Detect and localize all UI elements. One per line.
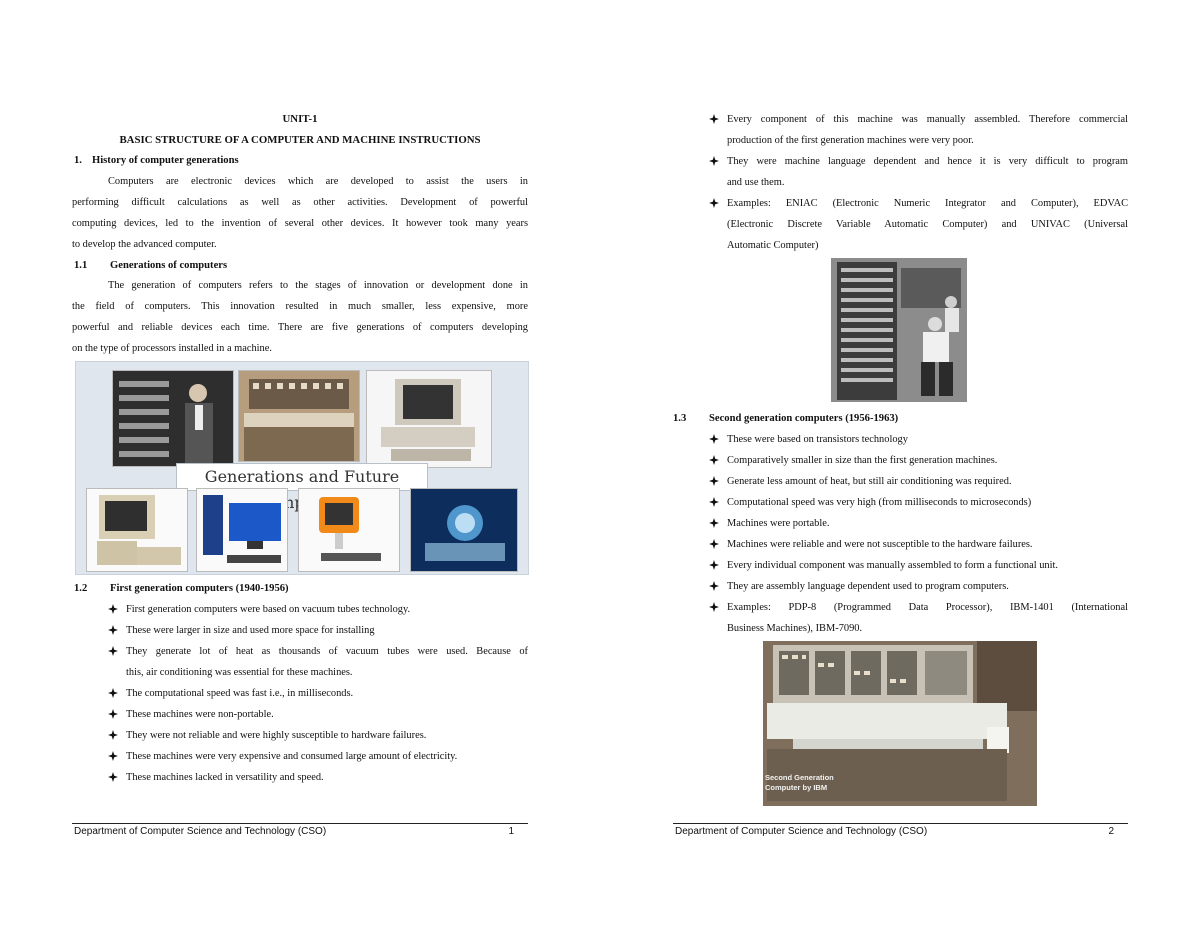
diamond-bullet-icon xyxy=(709,434,719,444)
second-generation-list xyxy=(709,429,1128,639)
diamond-bullet-icon xyxy=(108,730,118,740)
paragraph-line: Computers are electronic devices which are developed to assist the users in xyxy=(108,176,528,187)
page-title: BASIC STRUCTURE OF A COMPUTER AND MACHINE INSTRUCTIONS xyxy=(119,134,481,146)
eniac-photo xyxy=(831,258,967,402)
diamond-bullet-icon xyxy=(108,751,118,761)
vacuum-tube-computer-image xyxy=(112,370,234,467)
paragraph-line: the field of computers. This innovation resulted in much smaller, less expensive, more xyxy=(72,301,528,312)
list-item xyxy=(709,450,1128,471)
footer-department: Department of Computer Science and Technology (CSO) xyxy=(74,826,327,837)
list-item xyxy=(709,151,1128,193)
list-item-text: They generate lot of heat as thousands of vacuum tubes were used. Because of xyxy=(126,646,528,657)
list-item-text: production of the first generation machines were very poor. xyxy=(727,135,974,146)
section-title: First generation computers (1940-1956) xyxy=(110,583,289,594)
list-item xyxy=(108,641,528,683)
diamond-bullet-icon xyxy=(108,688,118,698)
diamond-bullet-icon xyxy=(709,560,719,570)
diamond-bullet-icon xyxy=(709,602,719,612)
diamond-bullet-icon xyxy=(709,539,719,549)
section-heading-1 xyxy=(74,155,239,166)
list-item xyxy=(108,704,528,725)
diamond-bullet-icon xyxy=(709,156,719,166)
list-item-text: and use them. xyxy=(727,177,785,188)
section-number: 1.1 xyxy=(74,260,88,271)
list-item-text: They were machine language dependent and hence it is very difficult to program xyxy=(727,156,1128,167)
list-item xyxy=(709,534,1128,555)
list-item xyxy=(709,513,1128,534)
list-item-text: Examples: PDP-8 (Programmed Data Processor), IBM-1401 (International xyxy=(727,602,1128,613)
diamond-bullet-icon xyxy=(709,497,719,507)
generations-paragraph xyxy=(72,275,528,359)
list-item-text: Examples: ENIAC (Electronic Numeric Integrator and Computer), EDVAC xyxy=(727,198,1128,209)
apple-computer-image xyxy=(86,488,188,572)
list-item xyxy=(108,683,528,704)
footer-rule xyxy=(673,823,1128,824)
list-item-text: Business Machines), IBM-7090. xyxy=(727,623,863,634)
ibm-photo-label-line: Second Generation xyxy=(765,773,834,782)
list-item-text: They were not reliable and were highly susceptible to hardware failures. xyxy=(126,730,427,741)
list-item xyxy=(709,492,1128,513)
list-item xyxy=(108,599,528,620)
diamond-bullet-icon xyxy=(709,518,719,528)
personal-computer-image xyxy=(366,370,492,468)
desktop-computer-image xyxy=(196,488,288,572)
list-item-text: Every component of this machine was manually assembled. Therefore commercial xyxy=(727,114,1128,125)
list-item-text: this, air conditioning was essential for these machines. xyxy=(126,667,353,678)
list-item xyxy=(108,620,528,641)
section-number: 1. xyxy=(74,155,82,166)
page-number: 1 xyxy=(508,826,514,837)
mainframe-console-image xyxy=(238,370,360,462)
future-computer-image xyxy=(410,488,518,572)
figure-caption: Generations and Future xyxy=(176,463,428,491)
diamond-bullet-icon xyxy=(108,625,118,635)
list-item xyxy=(709,429,1128,450)
list-item-text: These machines lacked in versatility and speed. xyxy=(126,772,324,783)
list-item-text: (Electronic Discrete Variable Automatic Computer) and UNIVAC (Universal xyxy=(727,219,1128,230)
footer-department: Department of Computer Science and Technology (CSO) xyxy=(675,826,928,837)
list-item-text: The computational speed was fast i.e., in milliseconds. xyxy=(126,688,354,699)
paragraph-line: to develop the advanced computer. xyxy=(72,239,217,250)
generations-figure xyxy=(75,361,529,575)
list-item xyxy=(108,725,528,746)
section-number: 1.2 xyxy=(74,583,88,594)
list-item xyxy=(108,767,528,788)
ibm-photo-label-line: Computer by IBM xyxy=(765,783,828,792)
section-title: History of computer generations xyxy=(92,155,239,166)
list-item xyxy=(709,597,1128,639)
diamond-bullet-icon xyxy=(709,581,719,591)
list-item xyxy=(709,555,1128,576)
first-generation-list-continued xyxy=(709,109,1128,256)
section-heading-1-1 xyxy=(74,260,227,271)
section-heading-1-2 xyxy=(74,583,289,594)
diamond-bullet-icon xyxy=(709,476,719,486)
list-item xyxy=(709,576,1128,597)
section-title: Generations of computers xyxy=(110,260,228,271)
list-item-text: Machines were portable. xyxy=(727,518,830,529)
diamond-bullet-icon xyxy=(709,114,719,124)
list-item-text: These machines were non-portable. xyxy=(126,709,274,720)
list-item-text: These machines were very expensive and consumed large amount of electricity. xyxy=(126,751,458,762)
section-title: Second generation computers (1956-1963) xyxy=(709,413,899,424)
intro-paragraph xyxy=(72,171,528,255)
first-generation-list xyxy=(108,599,528,788)
diamond-bullet-icon xyxy=(108,709,118,719)
list-item-text: Generate less amount of heat, but still air conditioning was required. xyxy=(727,476,1012,487)
diamond-bullet-icon xyxy=(709,455,719,465)
list-item-text: These were larger in size and used more space for installing xyxy=(126,625,375,636)
paragraph-line: The generation of computers refers to the stages of innovation or development done in xyxy=(108,280,528,291)
list-item xyxy=(709,193,1128,256)
list-item-text: Machines were reliable and were not susceptible to the hardware failures. xyxy=(727,539,1033,550)
paragraph-line: performing difficult calculations as well as other activities. Development of powerful xyxy=(72,197,528,208)
paragraph-line: on the type of processors installed in a machine. xyxy=(72,343,272,354)
ibm-second-generation-photo xyxy=(763,641,1037,806)
list-item-text: These were based on transistors technology xyxy=(727,434,908,445)
list-item-text: Every individual component was manually assembled to form a functional unit. xyxy=(727,560,1058,571)
list-item xyxy=(709,471,1128,492)
list-item xyxy=(108,746,528,767)
paragraph-line: computing devices, led to the invention of several other devices. It however took many years xyxy=(72,218,528,229)
unit-label: UNIT-1 xyxy=(282,113,318,125)
section-number: 1.3 xyxy=(673,413,687,424)
diamond-bullet-icon xyxy=(108,772,118,782)
diamond-bullet-icon xyxy=(108,604,118,614)
ibm-photo-label xyxy=(765,773,834,793)
list-item-text: Automatic Computer) xyxy=(727,240,819,251)
imac-computer-image xyxy=(298,488,400,572)
page-number: 2 xyxy=(1108,826,1114,837)
diamond-bullet-icon xyxy=(108,646,118,656)
list-item-text: They are assembly language dependent used to program computers. xyxy=(727,581,1009,592)
section-heading-1-3 xyxy=(673,413,898,424)
diamond-bullet-icon xyxy=(709,198,719,208)
list-item-text: Comparatively smaller in size than the first generation machines. xyxy=(727,455,998,466)
list-item-text: Computational speed was very high (from milliseconds to microseconds) xyxy=(727,497,1032,508)
list-item xyxy=(709,109,1128,151)
paragraph-line: powerful and reliable devices each time. There are five generations of computers developing xyxy=(72,322,528,333)
list-item-text: First generation computers were based on vacuum tubes technology. xyxy=(126,604,411,615)
footer-rule xyxy=(72,823,528,824)
